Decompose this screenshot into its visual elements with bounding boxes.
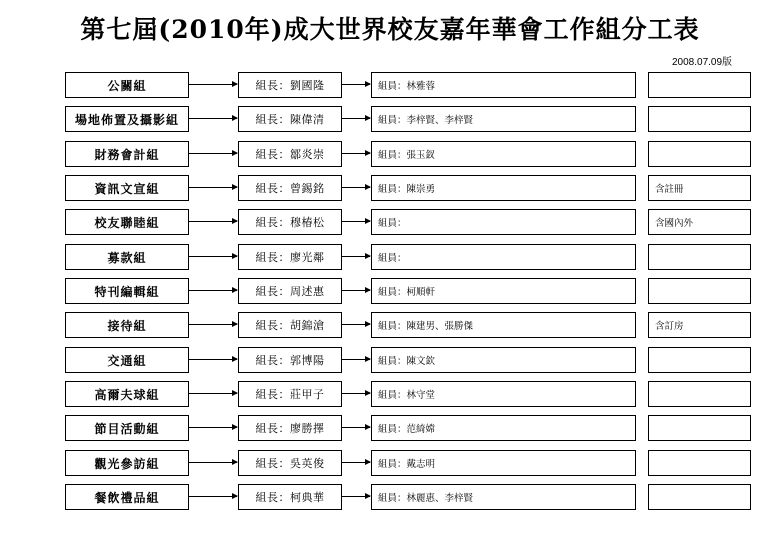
arrow-right-icon [189, 496, 237, 497]
note-cell [648, 244, 751, 270]
members-cell: 組員：陳文欽 [371, 347, 636, 373]
leader-cell: 組長：柯典華 [238, 484, 342, 510]
arrow-right-icon [189, 324, 237, 325]
note-cell [648, 72, 751, 98]
arrow-right-icon [189, 187, 237, 188]
group-name-cell: 募款組 [65, 244, 189, 270]
group-name-cell: 高爾夫球組 [65, 381, 189, 407]
version-label: 2008.07.09版 [672, 57, 733, 68]
table-row [0, 244, 780, 270]
note-cell [648, 450, 751, 476]
note-cell [648, 415, 751, 441]
arrow-right-icon [189, 84, 237, 85]
members-cell: 組員：林守堂 [371, 381, 636, 407]
leader-cell: 組長：穆椿松 [238, 209, 342, 235]
leader-cell: 組長：郭博陽 [238, 347, 342, 373]
arrow-right-icon [342, 221, 370, 222]
table-row [0, 106, 780, 132]
arrow-right-icon [189, 118, 237, 119]
table-row [0, 450, 780, 476]
members-cell: 組員：陳崇勇 [371, 175, 636, 201]
table-row [0, 381, 780, 407]
leader-cell: 組長：周述惠 [238, 278, 342, 304]
members-cell: 組員：范綺嫦 [371, 415, 636, 441]
group-name-cell: 交通組 [65, 347, 189, 373]
note-cell: 含註冊 [648, 175, 751, 201]
note-cell [648, 278, 751, 304]
table-row [0, 72, 780, 98]
arrow-right-icon [342, 462, 370, 463]
arrow-right-icon [189, 359, 237, 360]
arrow-right-icon [342, 153, 370, 154]
table-row [0, 484, 780, 510]
group-name-cell: 觀光參訪組 [65, 450, 189, 476]
group-name-cell: 特刊編輯組 [65, 278, 189, 304]
arrow-right-icon [189, 462, 237, 463]
page-title: 第七屆(2010年)成大世界校友嘉年華會工作組分工表 [80, 15, 700, 44]
members-cell: 組員： [371, 244, 636, 270]
arrow-right-icon [189, 427, 237, 428]
group-name-cell: 財務會計組 [65, 141, 189, 167]
leader-cell: 組長：劉國隆 [238, 72, 342, 98]
arrow-right-icon [189, 393, 237, 394]
group-name-cell: 場地佈置及攝影組 [65, 106, 189, 132]
group-name-cell: 校友聯睦組 [65, 209, 189, 235]
members-cell: 組員：林麗惠、李梓賢 [371, 484, 636, 510]
arrow-right-icon [342, 324, 370, 325]
arrow-right-icon [342, 427, 370, 428]
group-name-cell: 節目活動組 [65, 415, 189, 441]
members-cell: 組員：柯順軒 [371, 278, 636, 304]
note-cell: 含國內外 [648, 209, 751, 235]
table-row [0, 415, 780, 441]
table-row [0, 312, 780, 338]
note-cell: 含訂房 [648, 312, 751, 338]
arrow-right-icon [342, 256, 370, 257]
table-row [0, 175, 780, 201]
arrow-right-icon [189, 256, 237, 257]
table-row [0, 141, 780, 167]
arrow-right-icon [189, 290, 237, 291]
note-cell [648, 347, 751, 373]
group-name-cell: 資訊文宣組 [65, 175, 189, 201]
arrow-right-icon [342, 118, 370, 119]
leader-cell: 組長：陳偉清 [238, 106, 342, 132]
arrow-right-icon [342, 393, 370, 394]
members-cell: 組員：張玉釵 [371, 141, 636, 167]
members-cell: 組員：戴志明 [371, 450, 636, 476]
note-cell [648, 141, 751, 167]
leader-cell: 組長：廖勝擇 [238, 415, 342, 441]
members-cell: 組員：陳建男、張勝傑 [371, 312, 636, 338]
note-cell [648, 381, 751, 407]
members-cell: 組員：林雅蓉 [371, 72, 636, 98]
arrow-right-icon [189, 153, 237, 154]
arrow-right-icon [342, 290, 370, 291]
arrow-right-icon [342, 496, 370, 497]
note-cell [648, 106, 751, 132]
table-row [0, 209, 780, 235]
members-cell: 組員：李梓賢、李梓賢 [371, 106, 636, 132]
leader-cell: 組長：莊甲子 [238, 381, 342, 407]
arrow-right-icon [189, 221, 237, 222]
note-cell [648, 484, 751, 510]
leader-cell: 組長：廖光鄰 [238, 244, 342, 270]
group-name-cell: 餐飲禮品組 [65, 484, 189, 510]
leader-cell: 組長：曾錫銘 [238, 175, 342, 201]
group-name-cell: 接待組 [65, 312, 189, 338]
table-row [0, 278, 780, 304]
arrow-right-icon [342, 84, 370, 85]
leader-cell: 組長：胡錦滄 [238, 312, 342, 338]
leader-cell: 組長：吳英俊 [238, 450, 342, 476]
arrow-right-icon [342, 359, 370, 360]
leader-cell: 組長：鄒炎崇 [238, 141, 342, 167]
table-row [0, 347, 780, 373]
arrow-right-icon [342, 187, 370, 188]
members-cell: 組員： [371, 209, 636, 235]
group-name-cell: 公關組 [65, 72, 189, 98]
